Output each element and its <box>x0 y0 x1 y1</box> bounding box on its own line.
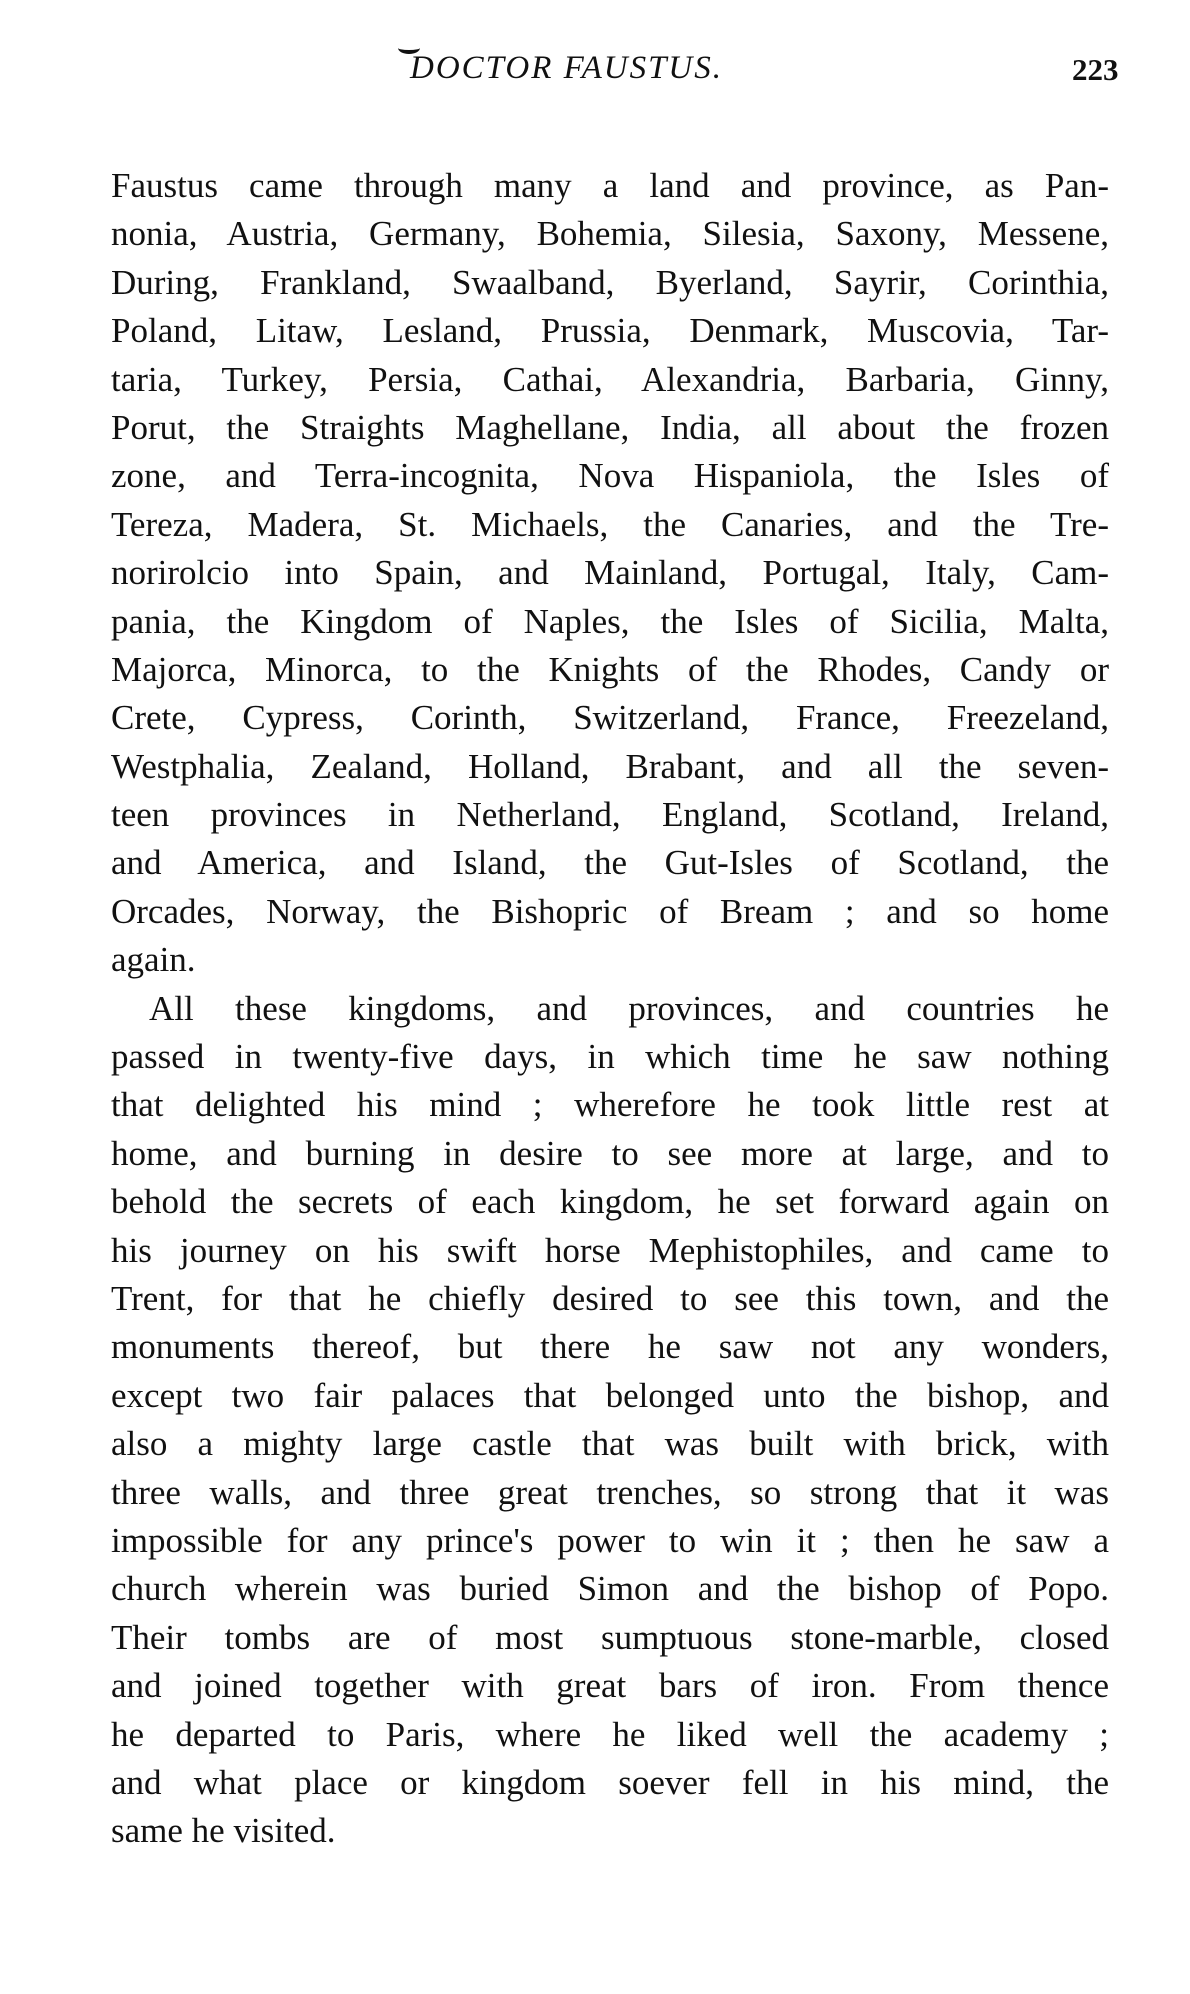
text-line: again. <box>111 940 196 980</box>
text-line: Poland, Litaw, Lesland, Prussia, Denmark, Muscovia, Tar- <box>111 311 1109 351</box>
text-line: monuments thereof, but there he saw not any wonders, <box>111 1327 1109 1367</box>
text-line: and joined together with great bars of iron. From thence <box>111 1666 1109 1706</box>
text-line: three walls, and three great trenches, so strong that it was <box>111 1472 1109 1512</box>
running-title: DOCTOR FAUSTUS. <box>410 50 723 86</box>
text-line: home, and burning in desire to see more at large, and to <box>111 1133 1109 1173</box>
text-line: During, Frankland, Swaalband, Byerland, Sayrir, Corinthia, <box>111 262 1109 302</box>
text-line: that delighted his mind ; wherefore he took little rest at <box>111 1085 1109 1125</box>
text-line: behold the secrets of each kingdom, he set forward again on <box>111 1182 1109 1222</box>
text-line: Majorca, Minorca, to the Knights of the Rhodes, Candy or <box>111 649 1109 689</box>
text-line: Orcades, Norway, the Bishopric of Bream ; and so home <box>111 891 1109 931</box>
text-line: pania, the Kingdom of Naples, the Isles of Sicilia, Malta, <box>111 601 1109 641</box>
text-line: Crete, Cypress, Corinth, Switzerland, France, Freezeland, <box>111 698 1109 738</box>
text-line: he departed to Paris, where he liked well the academy ; <box>111 1714 1109 1754</box>
text-line: taria, Turkey, Persia, Cathai, Alexandria, Barbaria, Ginny, <box>111 359 1109 399</box>
text-line: All these kingdoms, and provinces, and countries he <box>149 988 1109 1028</box>
paragraph <box>111 162 1109 985</box>
text-line: Faustus came through many a land and province, as Pan- <box>111 166 1109 205</box>
text-line: except two fair palaces that belonged unto the bishop, and <box>111 1375 1109 1415</box>
text-line: norirolcio into Spain, and Mainland, Portugal, Italy, Cam- <box>111 553 1109 593</box>
text-line: same he visited. <box>111 1811 336 1851</box>
page-number: 223 <box>1072 52 1119 87</box>
text-line: passed in twenty-five days, in which time he saw nothing <box>111 1037 1109 1077</box>
text-line: and what place or kingdom soever fell in his mind, the <box>111 1762 1109 1802</box>
paragraph <box>111 985 1109 1856</box>
text-line: Westphalia, Zealand, Holland, Brabant, and all the seven- <box>111 746 1109 786</box>
text-line: nonia, Austria, Germany, Bohemia, Silesia, Saxony, Messene, <box>111 214 1109 254</box>
text-line: and America, and Island, the Gut-Isles of Scotland, the <box>111 843 1109 883</box>
text-line: also a mighty large castle that was built with brick, with <box>111 1424 1109 1464</box>
text-line: Their tombs are of most sumptuous stone-marble, closed <box>111 1617 1109 1657</box>
running-header <box>0 36 1190 86</box>
text-line: zone, and Terra-incognita, Nova Hispaniola, the Isles of <box>111 456 1109 496</box>
text-line: Porut, the Straights Maghellane, India, all about the frozen <box>111 407 1109 447</box>
text-line: his journey on his swift horse Mephistophiles, and came to <box>111 1230 1109 1270</box>
text-line: Trent, for that he chiefly desired to see this town, and the <box>111 1278 1109 1318</box>
text-line: Tereza, Madera, St. Michaels, the Canaries, and the Tre- <box>111 504 1109 544</box>
text-line: impossible for any prince's power to win it ; then he saw a <box>111 1520 1109 1560</box>
text-line: teen provinces in Netherland, England, Scotland, Ireland, <box>111 795 1109 835</box>
text-line: church wherein was buried Simon and the bishop of Popo. <box>111 1569 1109 1609</box>
page-body <box>111 162 1109 1856</box>
